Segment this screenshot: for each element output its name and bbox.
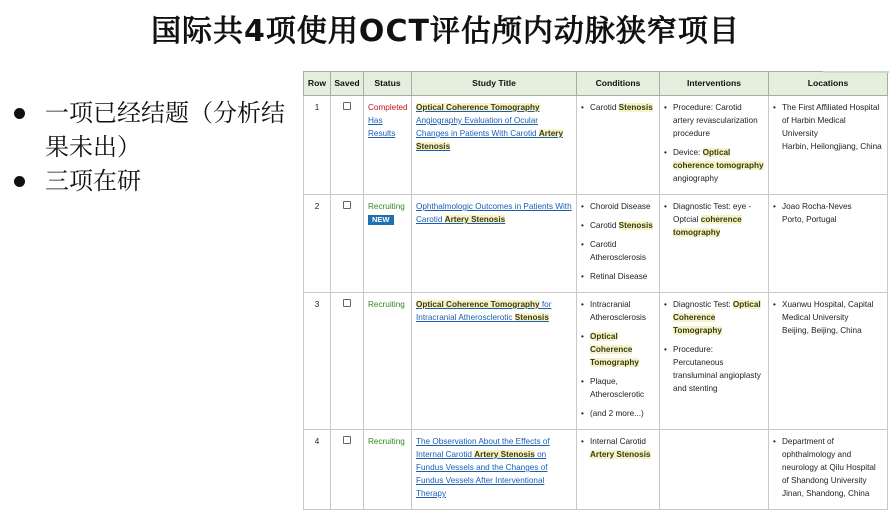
trials-table-screenshot: [303, 71, 889, 498]
row-number-cell: 2: [304, 195, 331, 293]
table-row: [304, 430, 888, 510]
text-segment: for Intracranial Atherosclerotic: [416, 300, 552, 322]
column-header-locations[interactable]: Locations: [769, 72, 888, 96]
text-segment: Device:: [673, 148, 703, 157]
condition-item: [581, 330, 655, 369]
location-item: • Department of ophthalmology and neurology at Qilu Hospital of Shandong University Jinan, Shandong, China: [773, 435, 883, 500]
column-header-saved[interactable]: Saved: [331, 72, 364, 96]
status-cell: [364, 96, 412, 195]
text-segment: Procedure: Percutaneous transluminal angioplasty and stenting: [673, 345, 761, 393]
status-text: Completed: [368, 103, 408, 112]
conditions-cell: [577, 96, 660, 195]
saved-cell: [331, 293, 364, 430]
condition-item: [581, 101, 655, 114]
table-header-row: [304, 72, 888, 96]
saved-cell: [331, 96, 364, 195]
slide-title: 国际共4项使用OCT评估颅内动脉狭窄项目: [151, 14, 740, 49]
save-checkbox[interactable]: [343, 436, 351, 444]
interventions-list: [664, 200, 764, 239]
condition-item: [581, 200, 655, 213]
interventions-list: [664, 101, 764, 185]
text-segment: Carotid: [590, 221, 619, 230]
conditions-list: [581, 200, 655, 283]
status-cell: [364, 195, 412, 293]
column-header-study-title[interactable]: Study Title: [412, 72, 577, 96]
keyword-highlight: Artery Stenosis: [416, 129, 563, 151]
text-segment: angiography: [673, 174, 719, 183]
table-row: [304, 96, 888, 195]
text-segment: Diagnostic Test:: [673, 300, 733, 309]
intervention-item: [664, 298, 764, 337]
status-text: Recruiting: [368, 300, 405, 309]
study-title-cell: [412, 430, 577, 510]
keyword-highlight: Optical Coherence Tomography: [590, 332, 639, 367]
text-segment: Plaque, Atherosclerotic: [590, 377, 645, 399]
study-title-link[interactable]: [416, 202, 572, 224]
intervention-item: [664, 101, 764, 140]
study-title-link[interactable]: [416, 103, 563, 151]
condition-item: [581, 298, 655, 324]
saved-cell: [331, 195, 364, 293]
text-segment: The Observation About the Effects of Internal Carotid: [416, 437, 550, 459]
locations-list: [773, 200, 883, 226]
bullet-dot-icon: [14, 176, 25, 187]
locations-cell: [769, 430, 888, 510]
text-segment: Internal Carotid: [590, 437, 646, 446]
text-segment: (and 2 more...): [590, 409, 644, 418]
conditions-list: [581, 298, 655, 420]
trials-table: [303, 71, 888, 510]
conditions-list: [581, 435, 655, 461]
interventions-cell: [660, 293, 769, 430]
text-segment: Intracranial Atherosclerosis: [590, 300, 646, 322]
locations-list: [773, 435, 883, 500]
text-segment: Retinal Disease: [590, 272, 648, 281]
bullet-list: [14, 96, 304, 198]
text-segment: Carotid: [590, 103, 619, 112]
conditions-cell: [577, 195, 660, 293]
save-checkbox[interactable]: [343, 201, 351, 209]
text-segment: Choroid Disease: [590, 202, 651, 211]
keyword-highlight: Optical Coherence Tomography: [416, 300, 540, 309]
text-segment: Procedure: Carotid artery revascularization procedure: [673, 103, 758, 138]
locations-cell: [769, 293, 888, 430]
status-text: Recruiting: [368, 202, 405, 211]
interventions-cell: [660, 96, 769, 195]
has-results-link[interactable]: Has Results: [368, 116, 396, 138]
text-segment: Diagnostic Test: eye - Optcial: [673, 202, 752, 224]
row-number-cell: 3: [304, 293, 331, 430]
location-item: • Joao Rocha-Neves Porto, Portugal: [773, 200, 883, 226]
locations-list: [773, 298, 883, 337]
keyword-highlight: Stenosis: [514, 313, 549, 322]
status-cell: [364, 293, 412, 430]
save-checkbox[interactable]: [343, 102, 351, 110]
new-badge: NEW: [368, 215, 394, 225]
intervention-item: [664, 343, 764, 395]
conditions-cell: [577, 293, 660, 430]
table-body: [304, 96, 888, 510]
keyword-highlight: Optical Coherence Tomography: [673, 300, 761, 335]
condition-item: [581, 435, 655, 461]
table-row: [304, 195, 888, 293]
column-header-conditions[interactable]: Conditions: [577, 72, 660, 96]
row-number-cell: 4: [304, 430, 331, 510]
interventions-list: [664, 298, 764, 395]
column-header-status[interactable]: Status: [364, 72, 412, 96]
column-header-interventions[interactable]: Interventions: [660, 72, 769, 96]
column-header-row[interactable]: Row: [304, 72, 331, 96]
bullet-item-completed: [14, 96, 304, 164]
study-title-cell: [412, 293, 577, 430]
row-number-cell: 1: [304, 96, 331, 195]
conditions-cell: [577, 430, 660, 510]
bullet-dot-icon: [14, 108, 25, 119]
locations-list: [773, 101, 883, 153]
scrollbar-track: [823, 71, 889, 73]
study-title-cell: [412, 96, 577, 195]
bullet-text: 一项已经结题（分析结果未出）: [45, 99, 285, 161]
study-title-link[interactable]: [416, 437, 550, 498]
keyword-highlight: Optical Coherence Tomography: [416, 103, 540, 112]
locations-cell: [769, 96, 888, 195]
intervention-item: [664, 146, 764, 185]
conditions-list: [581, 101, 655, 114]
text-segment: Ophthalmologic Outcomes in Patients With Carotid: [416, 202, 572, 224]
keyword-highlight: Artery Stenosis: [474, 450, 535, 459]
keyword-highlight: Artery Stenosis: [590, 450, 651, 459]
location-item: • Xuanwu Hospital, Capital Medical University Beijing, Beijing, China: [773, 298, 883, 337]
keyword-highlight: coherence tomography: [673, 215, 742, 237]
bullet-item-ongoing: [14, 164, 304, 198]
table-row: [304, 293, 888, 430]
text-segment: on Fundus Vessels and the Changes of Fundus Vessels After Interventional Therapy: [416, 450, 548, 498]
text-segment: Carotid Atherosclerosis: [590, 240, 646, 262]
keyword-highlight: Stenosis: [618, 221, 653, 230]
condition-item: [581, 375, 655, 401]
condition-item: [581, 238, 655, 264]
text-segment: Angiography Evaluation of Ocular Changes in Patients With Carotid: [416, 116, 539, 138]
bullet-text: 三项在研: [45, 167, 141, 195]
keyword-highlight: Stenosis: [618, 103, 653, 112]
interventions-cell: [660, 195, 769, 293]
locations-cell: [769, 195, 888, 293]
interventions-cell: [660, 430, 769, 510]
status-cell: [364, 430, 412, 510]
saved-cell: [331, 430, 364, 510]
condition-item: [581, 407, 655, 420]
condition-item: [581, 270, 655, 283]
intervention-item: [664, 200, 764, 239]
condition-item: [581, 219, 655, 232]
study-title-cell: [412, 195, 577, 293]
study-title-link[interactable]: [416, 300, 551, 322]
status-text: Recruiting: [368, 437, 405, 446]
save-checkbox[interactable]: [343, 299, 351, 307]
keyword-highlight: Optical coherence tomography: [673, 148, 764, 170]
keyword-highlight: Artery Stenosis: [444, 215, 506, 224]
location-item: • The First Affiliated Hospital of Harbin Medical University Harbin, Heilongjiang, China: [773, 101, 883, 153]
